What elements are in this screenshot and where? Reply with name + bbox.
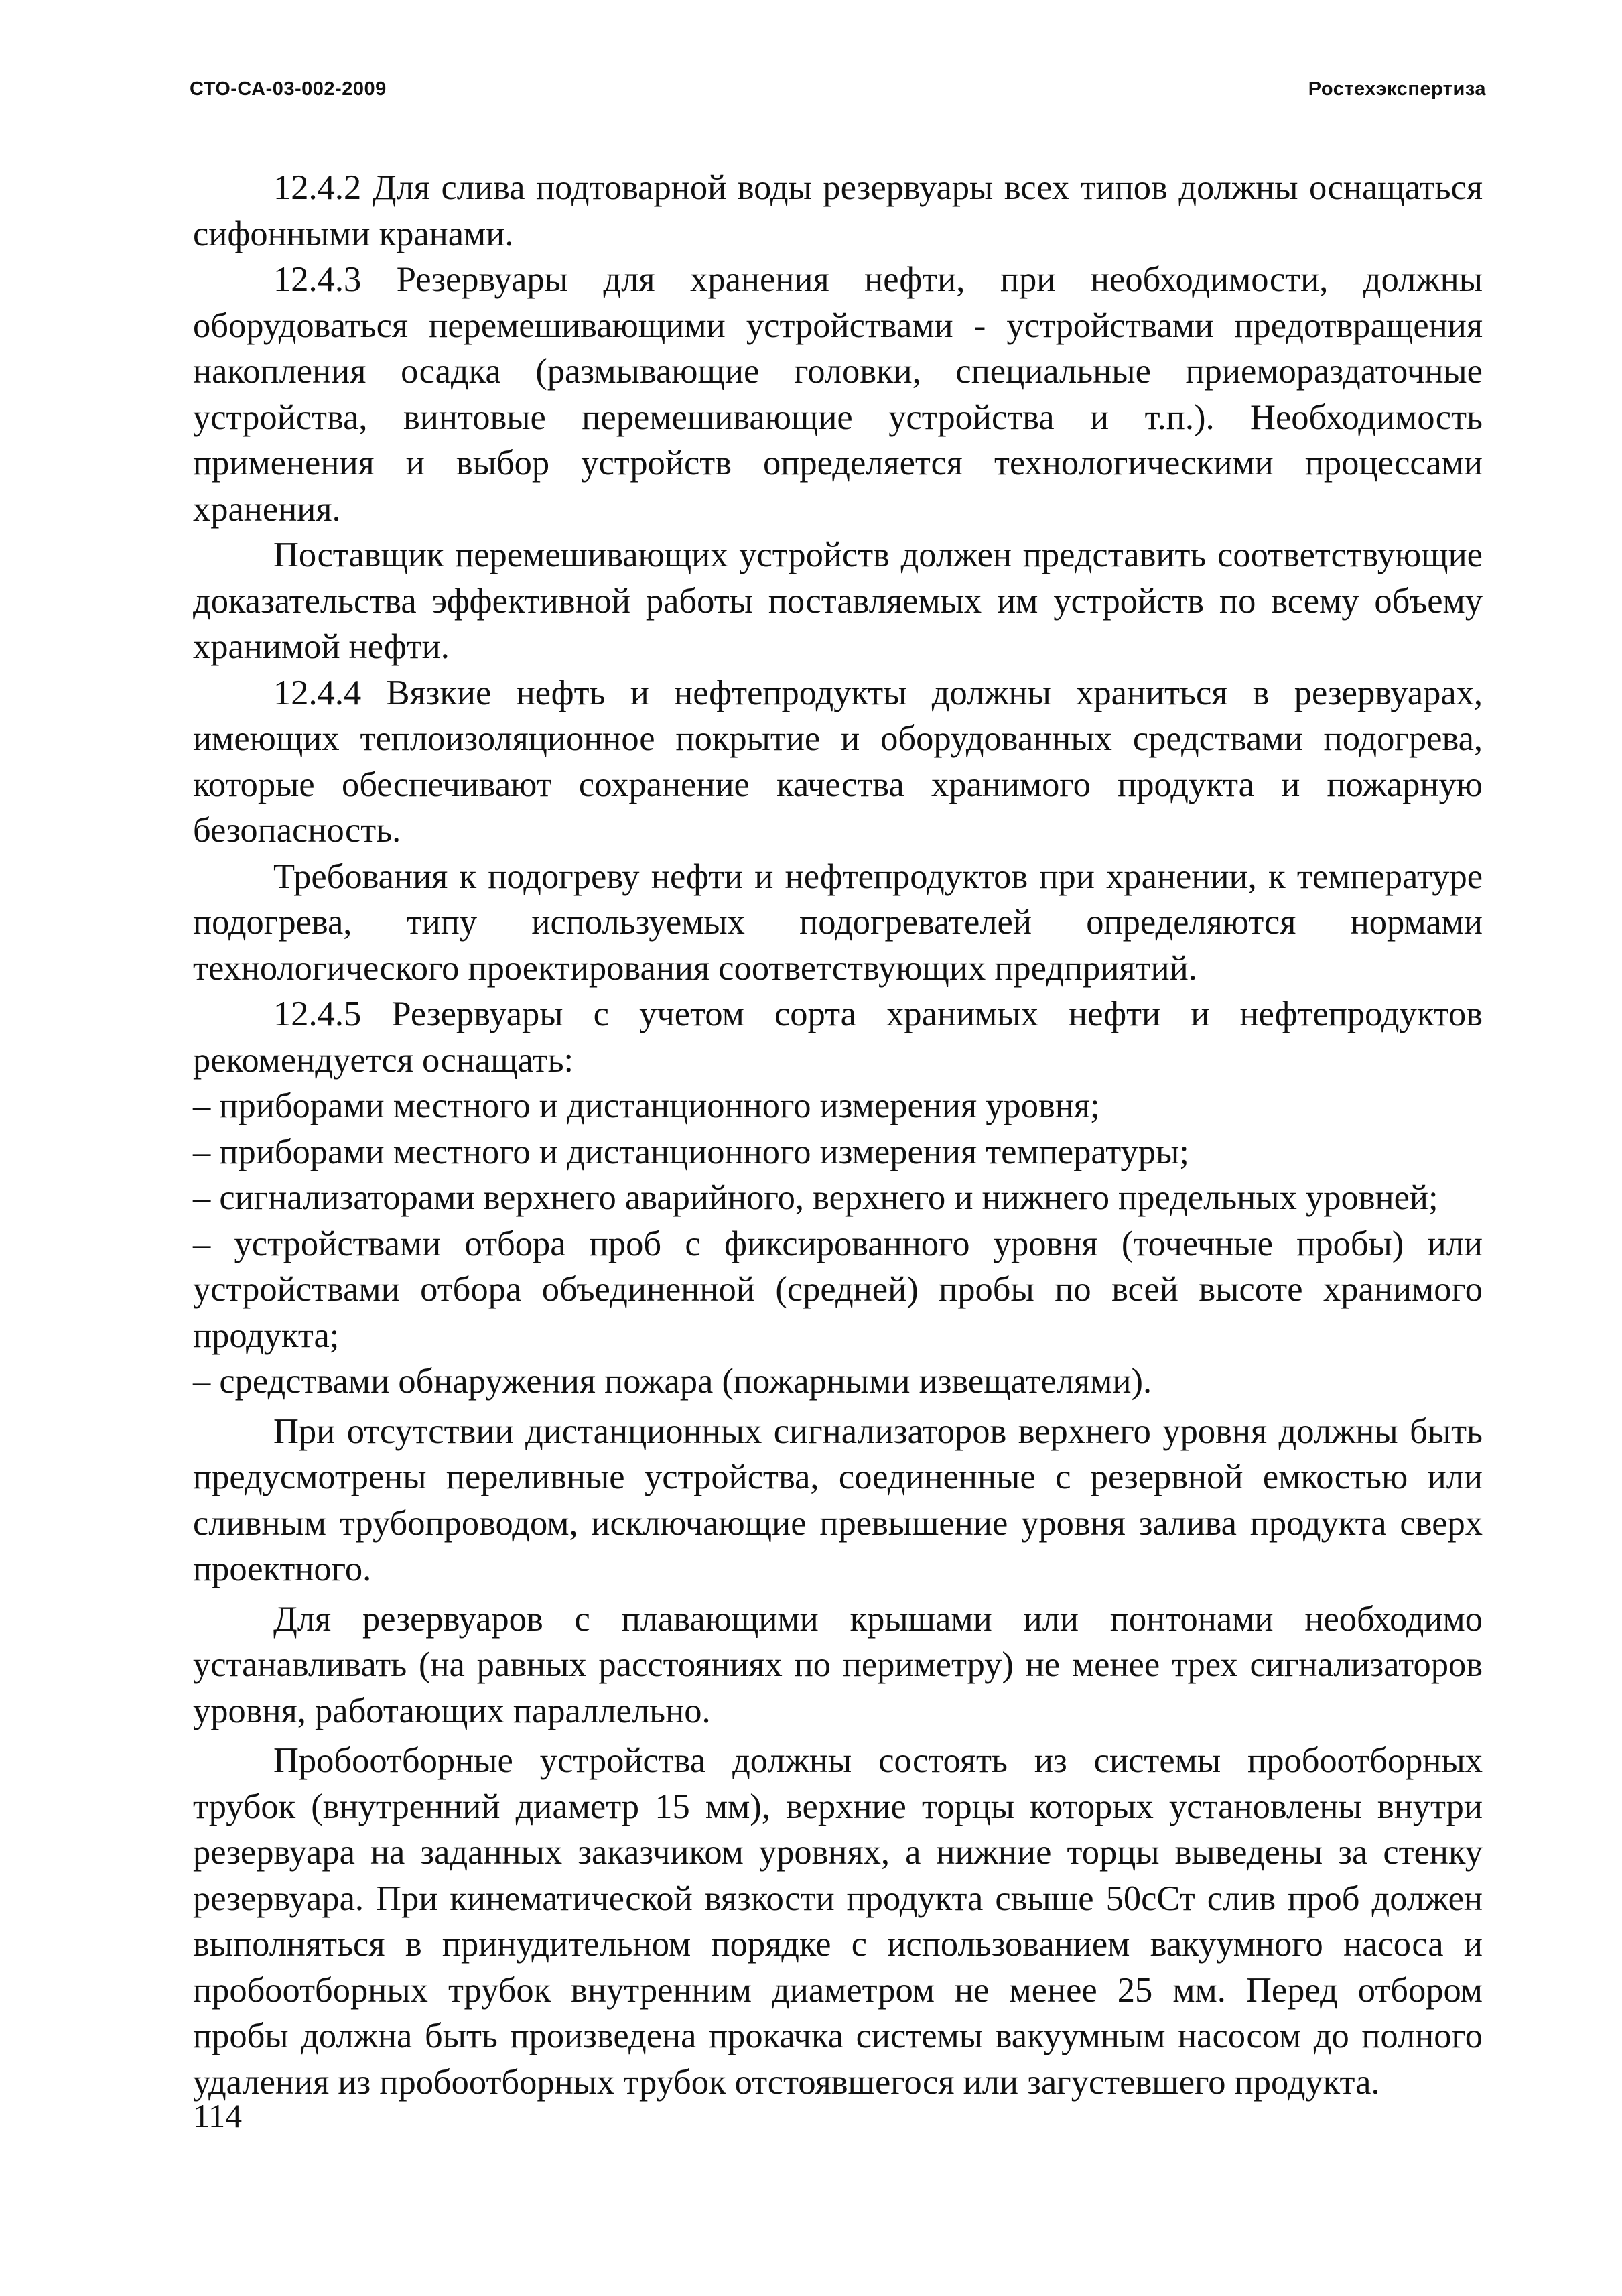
paragraph-sampling-devices: Пробоотборные устройства должны состоять из системы пробоотборных трубок (внутренний диаметр 15 мм), верхние торцы которых установлены внутри резервуара на заданных заказчиком уровнях, а нижние торцы выведены за стенку резервуара. При кинематической вязкости продукта свыше 50сСт слив проб должен выполняться в принудительном порядке с использованием вакуумного насоса и пробоотборных трубок внутренним диаметром не менее 25 мм. Перед отбором пробы должна быть произведена прокачка системы вакуумным насосом до полного удаления из пробоотборных трубок отстоявшегося или загустевшего продукта. xyxy=(193,1741,1483,2102)
list-item: – приборами местного и дистанционного измерения температуры; xyxy=(193,1132,1189,1171)
paragraph-supplier: Поставщик перемешивающих устройств должен представить соответствующие доказательства эффективной работы поставляемых им устройств по всему объему хранимой нефти. xyxy=(193,535,1483,666)
paragraph-12-4-3: 12.4.3 Резервуары для хранения нефти, при необходимости, должны оборудоваться перемешивающими устройствами - устройствами предотвращения накопления осадка (размывающие головки, специальные приемораздаточные устройства, винтовые перемешивающие устройства и т.п.). Необходимость применения и выбор устройств определяется технологическими процессами хранения. xyxy=(193,260,1483,529)
paragraph-12-4-2: 12.4.2 Для слива подтоварной воды резервуары всех типов должны оснащаться сифонными кранами. xyxy=(193,168,1483,253)
page-header xyxy=(190,78,1486,112)
paragraph-12-4-5: 12.4.5 Резервуары с учетом сорта хранимых нефти и нефтепродуктов рекомендуется оснащать: xyxy=(193,995,1483,1080)
paragraph-overflow-devices: При отсутствии дистанционных сигнализаторов верхнего уровня должны быть предусмотрены переливные устройства, соединенные с резервной емкостью или сливным трубопроводом, исключающие превышение уровня залива продукта сверх проектного. xyxy=(193,1411,1483,1588)
document-body xyxy=(193,165,1483,2105)
paragraph-12-4-4: 12.4.4 Вязкие нефть и нефтепродукты должны храниться в резервуарах, имеющих теплоизоляционное покрытие и оборудованных средствами подогрева, которые обеспечивают сохранение качества хранимого продукта и пожарную безопасность. xyxy=(193,673,1483,850)
publisher-name: Ростехэкспертиза xyxy=(1308,78,1486,100)
list-item: – приборами местного и дистанционного измерения уровня; xyxy=(193,1086,1100,1125)
list-item: – сигнализаторами верхнего аварийного, верхнего и нижнего предельных уровней; xyxy=(193,1178,1438,1217)
paragraph-floating-roofs: Для резервуаров с плавающими крышами или понтонами необходимо устанавливать (на равных расстояниях по периметру) не менее трех сигнализаторов уровня, работающих параллельно. xyxy=(193,1599,1483,1730)
list-item: – устройствами отбора проб с фиксированного уровня (точечные пробы) или устройствами отбора объединенной (средней) пробы по всей высоте хранимого продукта; xyxy=(193,1224,1483,1355)
list-item: – средствами обнаружения пожара (пожарными извещателями). xyxy=(193,1362,1152,1401)
page-number: 114 xyxy=(193,2097,243,2134)
paragraph-heating: Требования к подогреву нефти и нефтепродуктов при хранении, к температуре подогрева, типу используемых подогревателей определяются нормами технологического проектирования соответствующих предприятий. xyxy=(193,856,1483,988)
document-code: СТО-СА-03-002-2009 xyxy=(190,78,387,100)
